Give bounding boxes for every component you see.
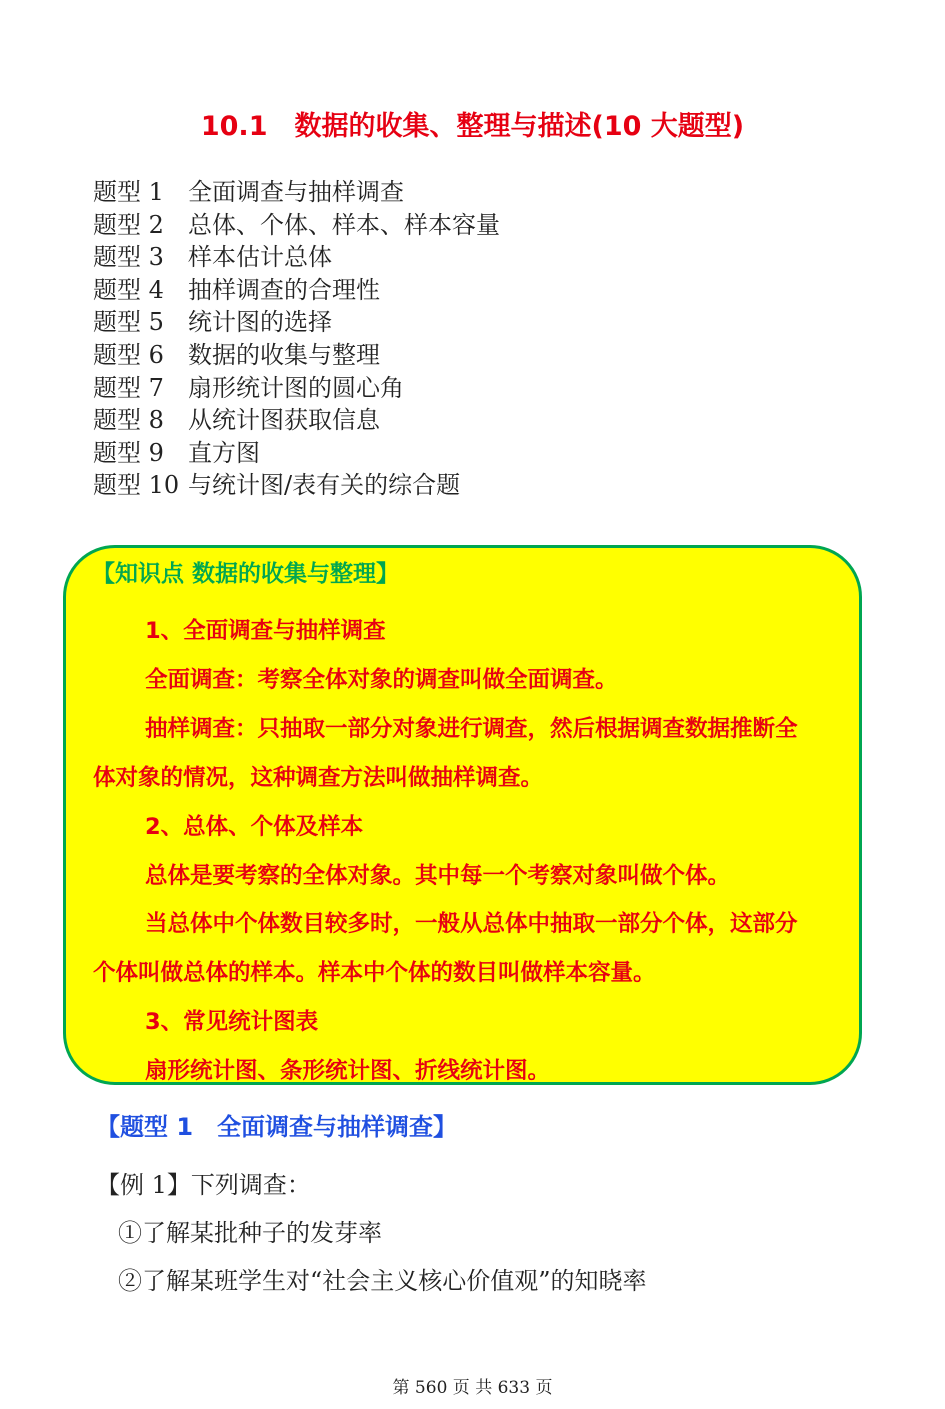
topic-number: 题型 9: [93, 438, 164, 467]
topic-label: 数据的收集与整理: [188, 340, 380, 369]
knowledge-subheading: 1、全面调查与抽样调查: [145, 618, 386, 644]
topic-item: [93, 209, 853, 242]
page-title: 10.1 数据的收集、整理与描述(10 大题型): [200, 111, 745, 142]
example-item: ②了解某班学生对“社会主义核心价值观”的知晓率: [118, 1267, 647, 1295]
topic-number: 题型 4: [93, 275, 164, 304]
topic-label: 扇形统计图的圆心角: [188, 373, 404, 402]
topic-item: [93, 404, 853, 437]
topic-number: 题型 2: [93, 210, 164, 239]
topic-number: 题型 5: [93, 308, 164, 337]
page-footer: 第 560 页 共 633 页: [392, 1378, 553, 1398]
example-item: ①了解某批种子的发芽率: [118, 1219, 382, 1247]
topic-label: 直方图: [188, 438, 260, 467]
topic-label: 统计图的选择: [188, 308, 332, 337]
topic-number: 题型 3: [93, 243, 164, 272]
topic-number: 题型 7: [93, 373, 164, 402]
topic-item: [93, 469, 853, 502]
topic-label: 从统计图获取信息: [188, 406, 380, 435]
topic-item: [93, 372, 853, 405]
knowledge-text: 扇形统计图、条形统计图、折线统计图。: [145, 1058, 551, 1084]
topic-item: [93, 306, 853, 339]
section-heading: 【题型 1 全面调查与抽样调查】: [96, 1113, 458, 1141]
topic-label: 总体、个体、样本、样本容量: [188, 210, 500, 239]
knowledge-text: 当总体中个体数目较多时，一般从总体中抽取一部分个体，这部分: [145, 911, 798, 937]
knowledge-heading: 【知识点 数据的收集与整理】: [92, 561, 400, 587]
topic-number: 题型 8: [93, 406, 164, 435]
topic-list: [93, 176, 853, 502]
topic-label: 全面调查与抽样调查: [188, 178, 404, 206]
topic-item: [93, 437, 853, 470]
knowledge-subheading: 2、总体、个体及样本: [145, 814, 364, 840]
knowledge-text: 总体是要考察的全体对象。其中每一个考察对象叫做个体。: [145, 863, 731, 889]
topic-label: 与统计图/表有关的综合题: [188, 471, 461, 500]
knowledge-subheading: 3、常见统计图表: [145, 1009, 319, 1035]
topic-label: 抽样调查的合理性: [188, 275, 380, 304]
topic-item: [93, 339, 853, 372]
example-intro: 【例 1】下列调查：: [96, 1171, 311, 1199]
knowledge-text: 全面调查：考察全体对象的调查叫做全面调查。: [145, 667, 618, 693]
topic-item: [93, 274, 853, 307]
topic-number: 题型 6: [93, 340, 164, 369]
knowledge-text: 个体叫做总体的样本。样本中个体的数目叫做样本容量。: [93, 960, 656, 986]
knowledge-text: 抽样调查：只抽取一部分对象进行调查，然后根据调查数据推断全: [145, 716, 798, 742]
topic-number: 题型 1: [93, 178, 164, 206]
topic-number: 题型 10: [93, 471, 180, 500]
topic-item: [93, 176, 853, 209]
knowledge-text: 体对象的情况，这种调查方法叫做抽样调查。: [93, 765, 544, 791]
topic-label: 样本估计总体: [188, 243, 332, 272]
topic-item: [93, 241, 853, 274]
